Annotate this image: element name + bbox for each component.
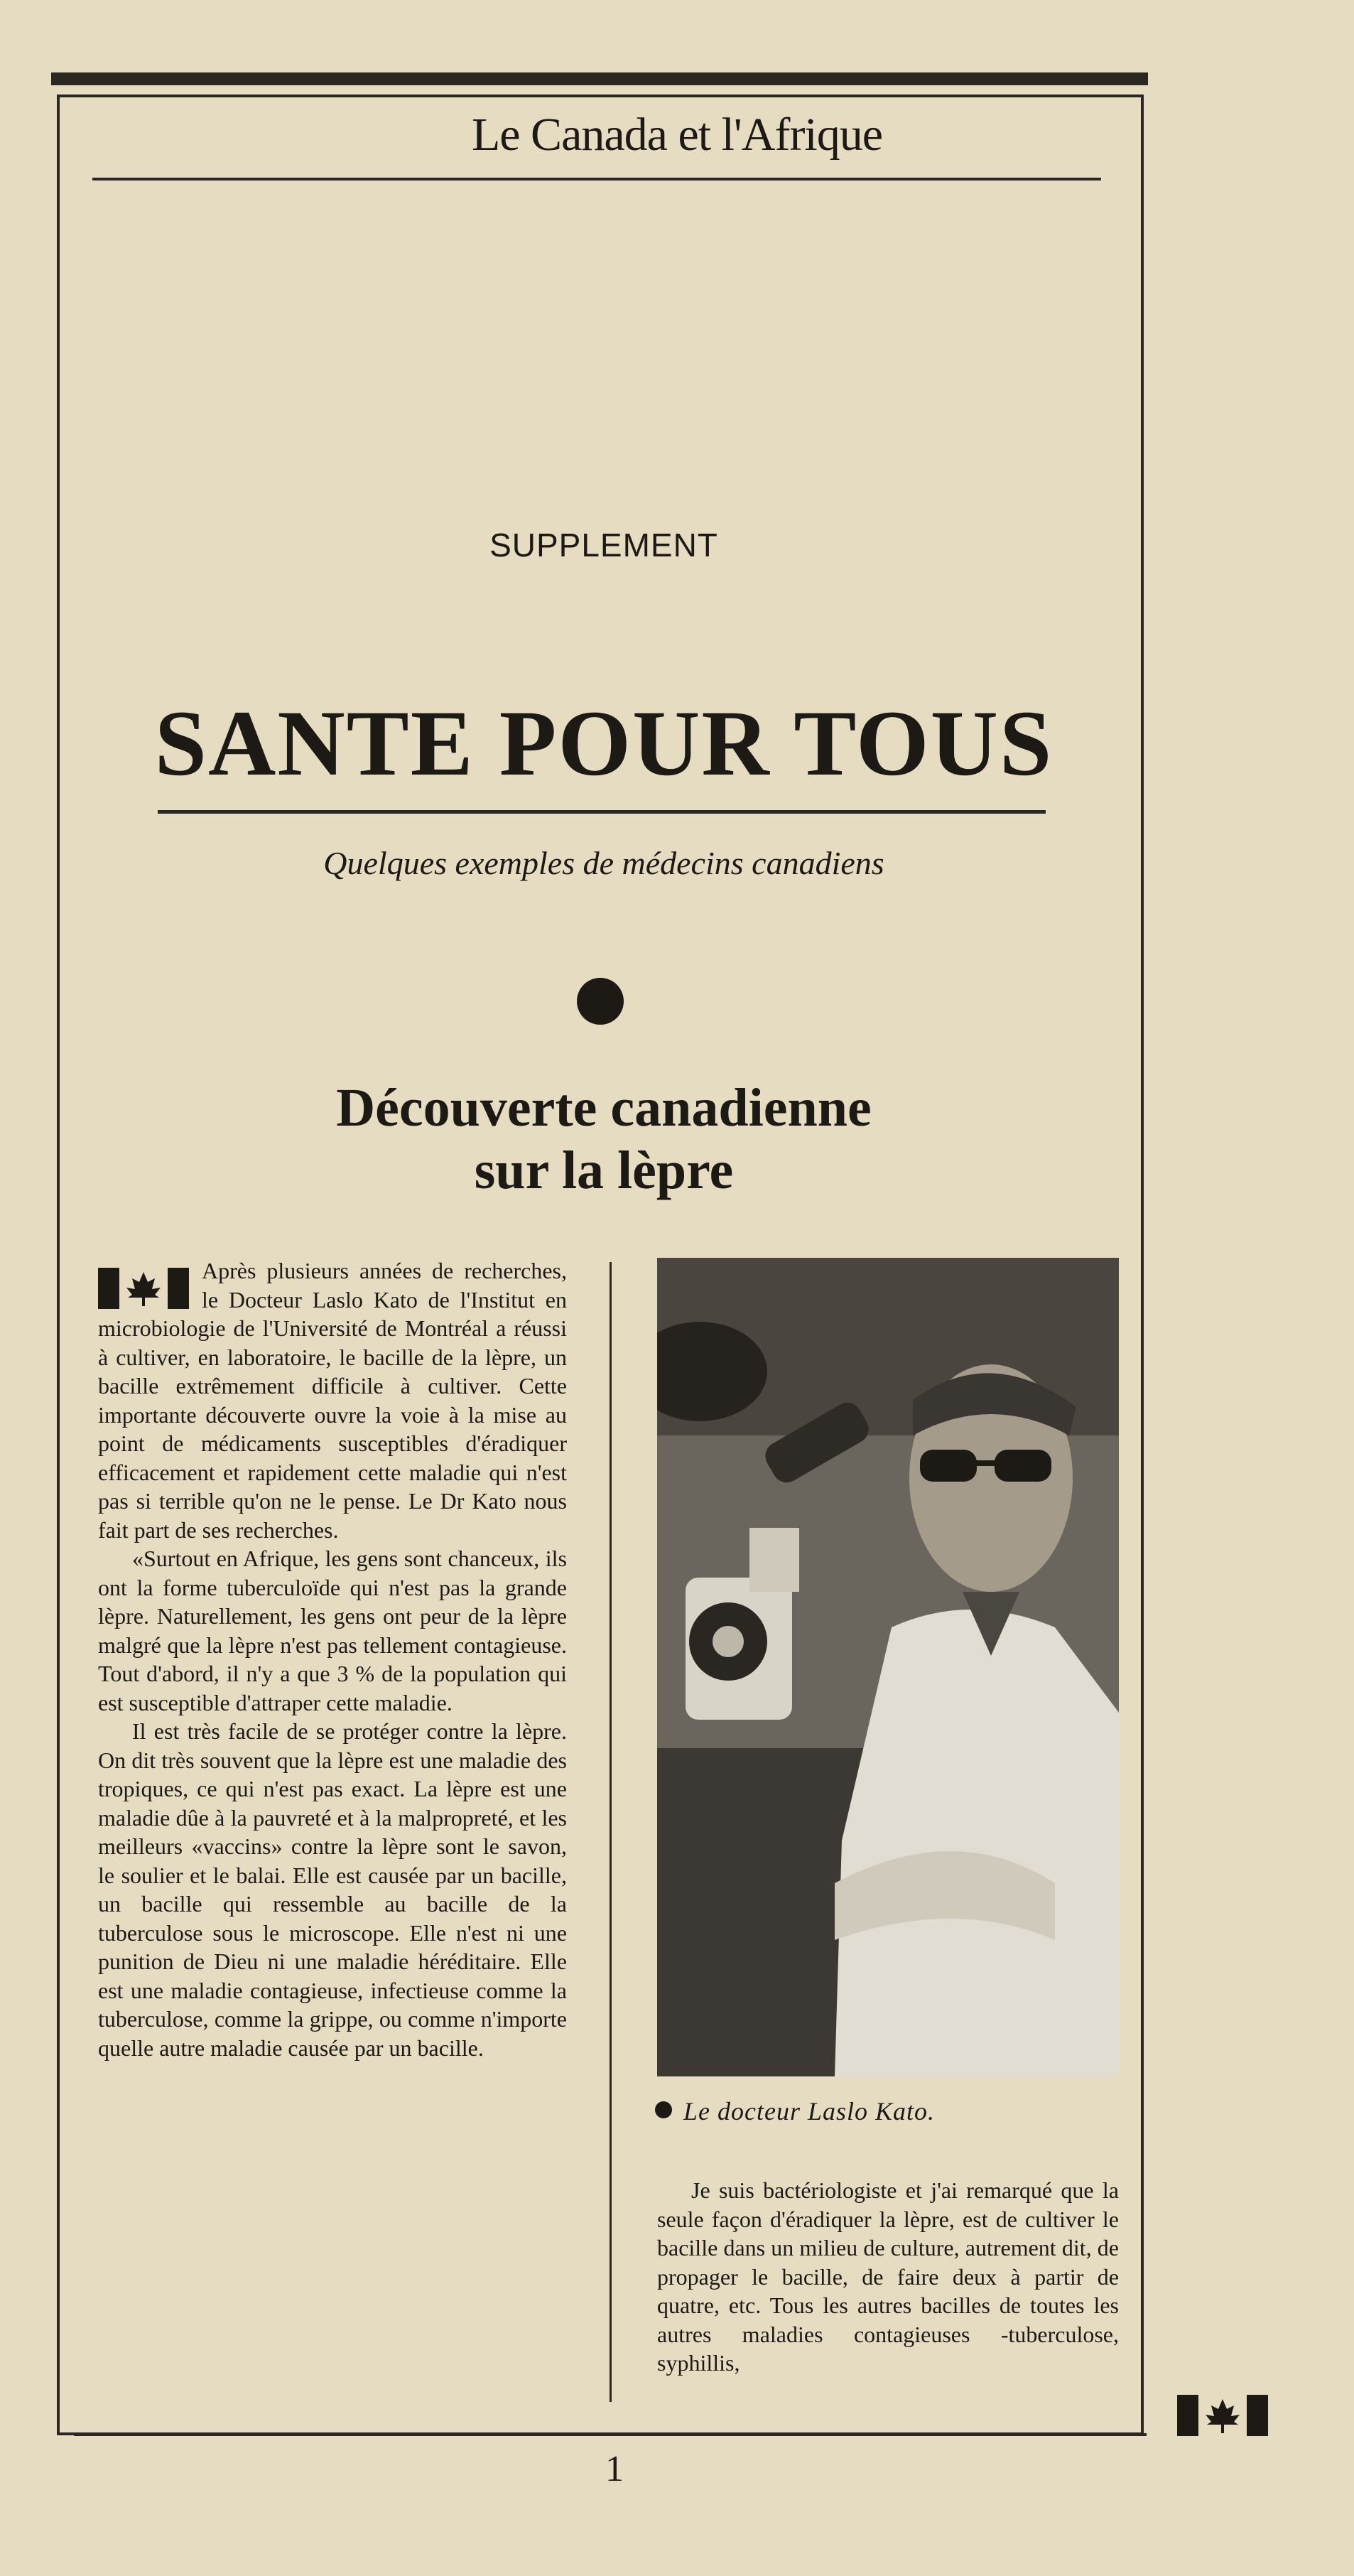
headline-line-1: Découverte canadienne xyxy=(336,1078,872,1138)
supplement-label: SUPPLEMENT xyxy=(489,527,718,564)
top-bar xyxy=(51,72,1148,85)
caption-bullet xyxy=(655,2101,672,2118)
left-paragraph: «Surtout en Afrique, les gens sont chanceux, ils ont la forme tuberculoïde qui n'est pas la grande lèpre. Naturellement, les gens ont peur de la lèpre malgré que la lèpre n'est pas tellement contagieuse. Tout d'abord, il n'y a que 3 % de la population qui est susceptible d'attraper cette maladie. xyxy=(98,1546,567,1715)
header-rule xyxy=(92,178,1101,180)
canada-flag-logo-icon xyxy=(98,1268,189,1309)
main-title: SANTE POUR TOUS xyxy=(154,691,1054,795)
page-number: 1 xyxy=(605,2449,624,2489)
article-right-column xyxy=(657,2176,1119,2378)
right-paragraph: Je suis bactériologiste et j'ai remarqué que la seule façon d'éradiquer la lèpre, est de cultiver le bacille dans un milieu de culture, autrement dit, de propager le bacille, de faire deux à partir de quatre, etc. Tous les autres bacilles de toutes les autres maladies contagieuses -tuberculose, syphillis, xyxy=(657,2177,1119,2376)
portrait-photo xyxy=(657,1258,1119,2076)
microscope-photo-icon xyxy=(657,1258,1119,2076)
header-title: Le Canada et l'Afrique xyxy=(471,109,883,161)
article-left-column xyxy=(98,1256,567,2062)
section-bullet xyxy=(577,978,624,1025)
bottom-rule xyxy=(74,2433,1147,2436)
column-divider xyxy=(610,1262,612,2402)
left-paragraph: Il est très facile de se protéger contre la lèpre. On dit très souvent que la lèpre est une maladie des tropiques, ce qui n'est pas exact. La lèpre est une maladie dûe à la pauvreté et à la malpropreté, et les meilleurs «vaccins» contre la lèpre sont le savon, le soulier et le balai. Elle est causée par un bacille, un bacille qui ressemble au bacille de la tuberculose sous le microscope. Elle n'est ni une punition de Dieu ni une maladie héréditaire. Elle est une maladie contagieuse, infectieuse comme la tuberculose, comme la grippe, ou comme n'importe quelle autre maladie causée par un bacille. xyxy=(98,1718,567,2061)
left-paragraph: Après plusieurs années de recherches, le Docteur Laslo Kato de l'Institut en microbiologie de l'Université de Montréal a réussi à cultiver, en laboratoire, le bacille de la lèpre, un bacille extrêmement difficile à cultiver. Cette importante découverte ouvre la voie à la mise au point de médicaments susceptibles d'éradiquer efficacement et rapidement cette maladie qui n'est pas si terrible qu'on ne le pense. Le Dr Kato nous fait part de ses recherches. xyxy=(98,1258,567,1543)
title-rule xyxy=(158,810,1046,814)
article-headline xyxy=(0,1077,1208,1202)
subtitle: Quelques exemples de médecins canadiens xyxy=(323,845,884,881)
canada-flag-logo-icon xyxy=(1177,2395,1268,2436)
photo-caption xyxy=(655,2096,1124,2126)
headline-line-2: sur la lèpre xyxy=(474,1141,734,1200)
photo-caption-text: Le docteur Laslo Kato. xyxy=(683,2097,936,2125)
